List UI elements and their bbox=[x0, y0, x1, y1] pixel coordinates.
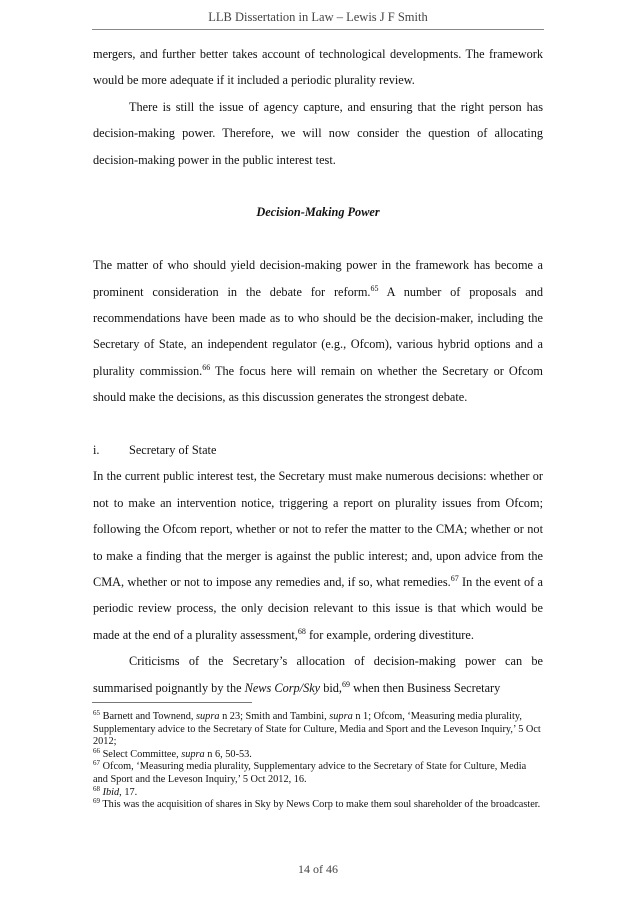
footnote-ref-68[interactable]: 68 bbox=[297, 626, 306, 636]
footnote-66 bbox=[93, 746, 543, 762]
paragraph-continuation: mergers, and further better takes account of technological developments. The framework would be more adequate if it included a periodic plurality review. bbox=[93, 47, 543, 88]
footnotes bbox=[93, 711, 543, 812]
footnote-number: 67 bbox=[93, 759, 100, 768]
text-run: Barnett and Townend, bbox=[100, 711, 197, 722]
case-name: News Corp/Sky bbox=[244, 680, 321, 695]
text-run: The focus here will remain on whether the Secretary or Ofcom should make the decisions, as this discussion generates the strongest debate. bbox=[93, 363, 543, 405]
running-header: LLB Dissertation in Law – Lewis J F Smith bbox=[208, 10, 428, 24]
footnote-68 bbox=[93, 784, 543, 800]
footnote-number: 69 bbox=[93, 797, 100, 806]
text-run: Ofcom, ‘Measuring media plurality, Supplementary advice to the Secretary of State for Culture, Media and Sport and the Leveson Inquiry,’ 5 Oct 2012, 16. bbox=[93, 761, 527, 785]
italic-run: Ibid bbox=[100, 786, 120, 798]
italic-run: supra bbox=[196, 711, 220, 722]
footnote-ref-65[interactable]: 65 bbox=[370, 283, 379, 293]
footnote-number: 65 bbox=[93, 709, 100, 717]
subsection-heading bbox=[93, 437, 543, 463]
footnote-ref-69[interactable]: 69 bbox=[342, 679, 351, 689]
italic-run: supra bbox=[329, 711, 353, 722]
text-run: , 17. bbox=[119, 786, 138, 798]
text-run: n 23; Smith and Tambini, bbox=[219, 711, 330, 722]
spacer bbox=[93, 173, 543, 199]
text-run: Criticisms of the Secretary’s allocation of decision-making power can be summarised poignantly by the bbox=[93, 654, 543, 695]
text-run: when then Business Secretary bbox=[350, 680, 501, 695]
paragraph-criticisms bbox=[93, 648, 543, 701]
italic-run: supra bbox=[181, 748, 205, 760]
footnote-ref-67[interactable]: 67 bbox=[450, 574, 459, 584]
text-run: In the current public interest test, the Secretary must make numerous decisions: whether or not to make an intervention notice, triggering a report on plurality issues from Ofcom; following the Ofcom report, whether or not to refer the matter to the CMA; whether or not to make a finding that the merger is against the public interest; and, upon advice from the CMA, whether or not to impose any remedies and, if so, what remedies. bbox=[93, 469, 543, 590]
text-run: n 6, 50-53. bbox=[204, 748, 252, 760]
text-run: A number of proposals and recommendations have been made as to who should be the decision-maker, including the Secretary of State, an independent regulator (e.g., Ofcom), various hybrid options and a plurality commission. bbox=[93, 284, 543, 378]
text-run: for example, ordering divestiture. bbox=[305, 627, 474, 642]
subsection-title: Secretary of State bbox=[129, 443, 217, 458]
text-run: The matter of who should yield decision-making power in the framework has become a prominent consideration in the debate for reform. bbox=[93, 258, 543, 299]
footnote-69 bbox=[93, 799, 543, 812]
footnote-ref-66[interactable]: 66 bbox=[202, 362, 211, 372]
footnote-number: 68 bbox=[93, 784, 100, 793]
page-number: 14 of 46 bbox=[298, 862, 338, 876]
spacer bbox=[93, 226, 543, 252]
text-run: This was the acquisition of shares in Sky by News Corp to make them soul shareholder of the broadcaster. bbox=[100, 799, 541, 811]
paragraph-decision-making bbox=[93, 252, 543, 410]
spacer bbox=[93, 411, 543, 437]
main-text bbox=[93, 41, 543, 701]
paragraph-secretary-decisions bbox=[93, 463, 543, 648]
header-rule bbox=[92, 29, 544, 30]
footnote-number: 66 bbox=[93, 746, 100, 755]
text-run: bid, bbox=[320, 680, 343, 695]
text-run: In the event of a periodic review process, the only decision relevant to this issue is that which would be made at the end of a plurality assessment, bbox=[93, 575, 544, 642]
footnote-67 bbox=[93, 761, 543, 786]
footnote-rule bbox=[92, 702, 252, 703]
footnote-65 bbox=[93, 711, 543, 749]
text-run: Select Committee, bbox=[100, 748, 182, 760]
subsection-number: i. bbox=[93, 443, 100, 458]
paragraph-agency-capture: There is still the issue of agency capture, and ensuring that the right person has decision-making power. Therefore, we will now consider the question of allocating decision-making power in the public interest test. bbox=[93, 99, 543, 167]
text-run: n 1; Ofcom, ‘Measuring media plurality, Supplementary advice to the Secretary of State for Culture, Media and Sport and the Leveson Inquiry,’ 5 Oct 2012; bbox=[93, 711, 541, 748]
section-heading: Decision-Making Power bbox=[256, 205, 380, 220]
